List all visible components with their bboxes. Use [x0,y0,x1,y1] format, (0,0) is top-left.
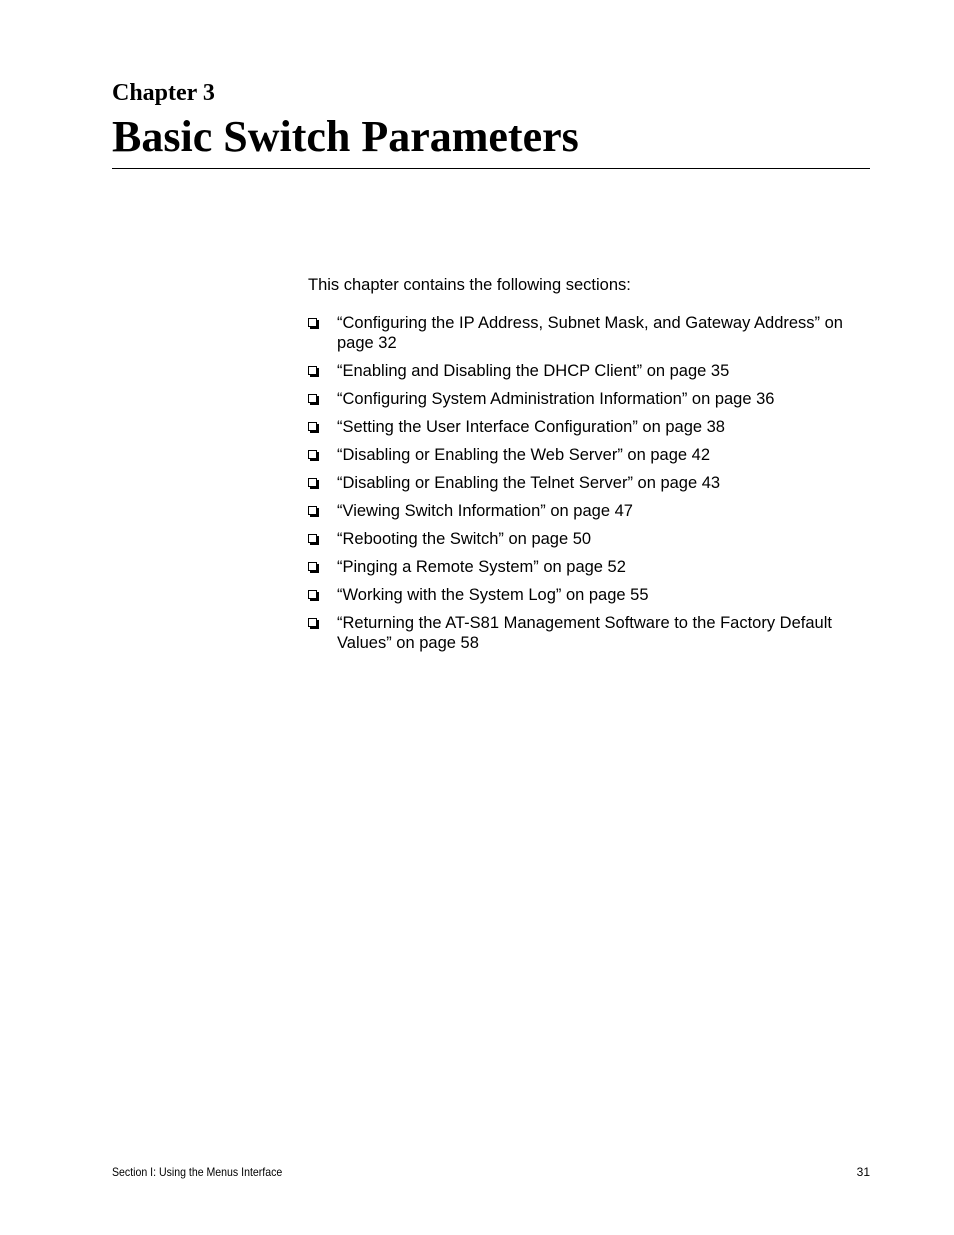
title-divider [112,168,870,169]
section-list-item[interactable] [308,473,873,493]
section-list-item[interactable] [308,445,873,465]
section-link-text: “Setting the User Interface Configuration” on page 38 [337,418,725,436]
section-list-item[interactable] [308,389,873,409]
checkbox-bullet-icon [308,366,317,375]
section-list-item[interactable] [308,613,873,653]
checkbox-bullet-icon [308,450,317,459]
section-list-item[interactable] [308,417,873,437]
section-list-item[interactable] [308,557,873,577]
intro-text: This chapter contains the following sections: [308,276,631,294]
checkbox-bullet-icon [308,562,317,571]
section-link-text: “Configuring System Administration Information” on page 36 [337,390,775,408]
section-list-item[interactable] [308,585,873,605]
checkbox-bullet-icon [308,422,317,431]
checkbox-bullet-icon [308,318,317,327]
chapter-label: Chapter 3 [112,80,215,106]
section-link-text: “Disabling or Enabling the Telnet Server” on page 43 [337,474,721,492]
section-link-text: “Disabling or Enabling the Web Server” on page 42 [337,446,710,464]
section-list [308,313,873,661]
footer-section-title: Section I: Using the Menus Interface [112,1165,283,1179]
checkbox-bullet-icon [308,590,317,599]
checkbox-bullet-icon [308,394,317,403]
checkbox-bullet-icon [308,534,317,543]
footer-page-number: 31 [856,1165,870,1179]
checkbox-bullet-icon [308,506,317,515]
section-list-item[interactable] [308,313,873,353]
section-list-item[interactable] [308,361,873,381]
checkbox-bullet-icon [308,478,317,487]
section-link-text: “Returning the AT-S81 Management Software to the Factory Default Values” on page 58 [337,614,832,652]
section-link-text: “Configuring the IP Address, Subnet Mask, and Gateway Address” on page 32 [337,314,843,352]
section-list-item[interactable] [308,529,873,549]
section-link-text: “Pinging a Remote System” on page 52 [337,558,626,576]
chapter-title: Basic Switch Parameters [112,112,579,161]
section-link-text: “Rebooting the Switch” on page 50 [337,530,592,548]
section-link-text: “Viewing Switch Information” on page 47 [337,502,633,520]
section-link-text: “Working with the System Log” on page 55 [337,586,649,604]
section-list-item[interactable] [308,501,873,521]
section-link-text: “Enabling and Disabling the DHCP Client” on page 35 [337,362,730,380]
checkbox-bullet-icon [308,618,317,627]
